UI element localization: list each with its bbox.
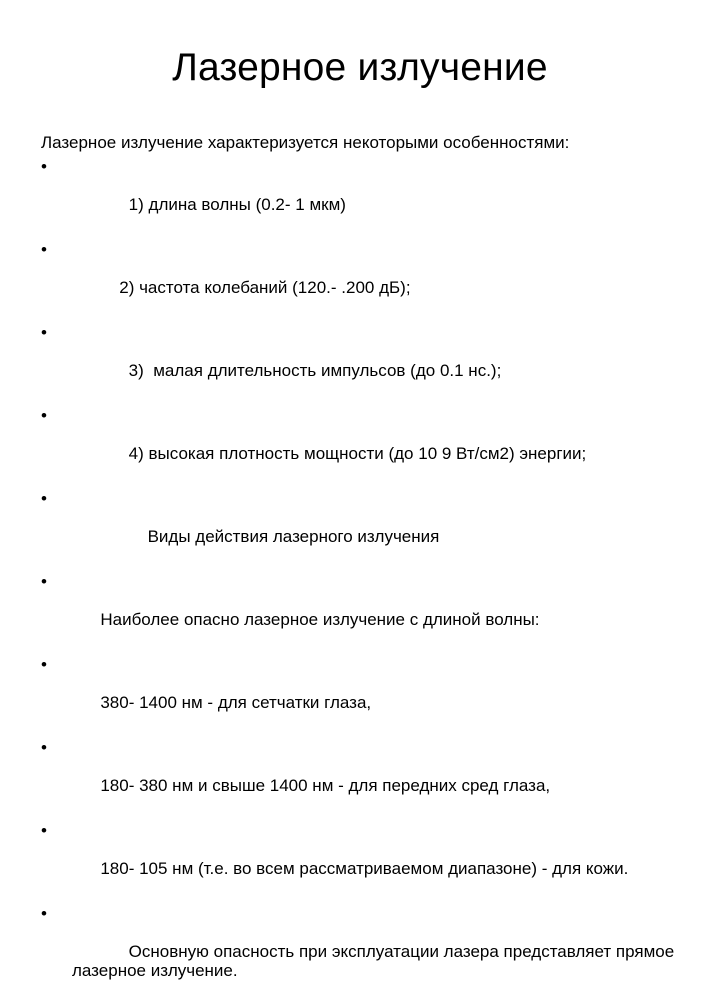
bullet-item [41,655,691,731]
bullet-icon: • [41,738,47,757]
bullet-text: 180- 105 нм (т.е. во всем рассматриваемом диапазоне) - для кожи. [100,859,629,878]
bullet-text: Виды действия лазерного излучения [100,527,440,546]
bullet-icon: • [41,157,47,176]
bullet-item [41,157,691,233]
bullet-icon: • [41,489,47,508]
bullet-icon: • [41,572,47,591]
bullet-text: 3) малая длительность импульсов (до 0.1 нс.); [100,361,502,380]
bullet-text: 4) высокая плотность мощности (до 10 9 Вт/см2) энергии; [100,444,587,463]
bullet-item [41,489,691,565]
bullet-icon: • [41,655,47,674]
bullet-icon: • [41,821,47,840]
bullet-text: Основную опасность при эксплуатации лазера представляет прямое лазерное излучение. [72,942,679,980]
bullet-icon: • [41,904,47,923]
bullet-item [41,406,691,482]
bullet-list [41,157,691,1006]
intro-text: Лазерное излучение характеризуется некоторыми особенностями: [41,133,570,152]
bullet-icon: • [41,240,47,259]
bullet-text: 180- 380 нм и свыше 1400 нм - для передних сред глаза, [100,776,551,795]
bullet-icon: • [41,406,47,425]
bullet-text: 2) частота колебаний (120.- .200 дБ); [100,278,411,297]
bullet-text: Наиболее опасно лазерное излучение с длиной волны: [100,610,540,629]
bullet-text: 1) длина волны (0.2- 1 мкм) [100,195,346,214]
bullet-item [41,738,691,814]
bullet-item [41,904,691,999]
slide-title: Лазерное излучение [172,46,548,89]
bullet-item [41,240,691,316]
bullet-item [41,572,691,648]
bullet-item [41,323,691,399]
bullet-text: 380- 1400 нм - для сетчатки глаза, [100,693,372,712]
bullet-icon: • [41,323,47,342]
bullet-item [41,821,691,897]
